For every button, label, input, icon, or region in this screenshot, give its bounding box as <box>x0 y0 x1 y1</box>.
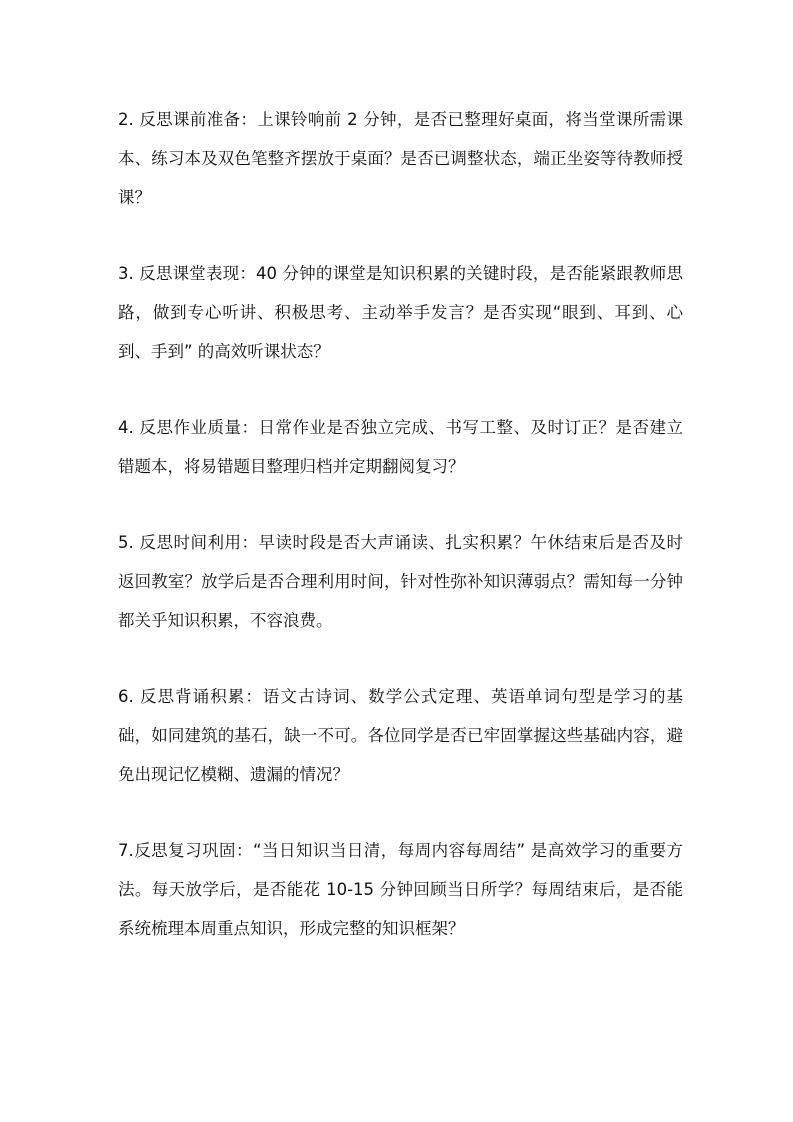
paragraph-7-review-consolidation: 7.反思复习巩固：“当日知识当日清，每周内容每周结” 是高效学习的重要方法。每天放学后，是否能花 10-15 分钟回顾当日所学？每周结束后，是否能系统梳理本周重点知识，形成完整的知识框架？ <box>118 841 683 938</box>
paragraph-2-class-preparation: 2. 反思课前准备：上课铃响前 2 分钟，是否已整理好桌面，将当堂课所需课本、练习本及双色笔整齐摆放于桌面？是否已调整状态，端正坐姿等待教师授课？ <box>118 110 683 207</box>
paragraph-3-classroom-performance: 3. 反思课堂表现：40 分钟的课堂是知识积累的关键时段，是否能紧跟教师思路，做到专心听讲、积极思考、主动举手发言？是否实现“眼到、耳到、心到、手到” 的高效听课状态？ <box>118 264 683 361</box>
paragraph-5-time-usage: 5. 反思时间利用：早读时段是否大声诵读、扎实积累？午休结束后是否及时返回教室？放学后是否合理利用时间，针对性弥补知识薄弱点？需知每一分钟都关乎知识积累，不容浪费。 <box>118 533 683 630</box>
document-body <box>118 100 683 948</box>
paragraph-6-memorization: 6. 反思背诵积累：语文古诗词、数学公式定理、英语单词句型是学习的基础，如同建筑的基石，缺一不可。各位同学是否已牢固掌握这些基础内容，避免出现记忆模糊、遗漏的情况？ <box>118 687 683 784</box>
paragraph-4-homework-quality: 4. 反思作业质量：日常作业是否独立完成、书写工整、及时订正？是否建立错题本，将易错题目整理归档并定期翻阅复习？ <box>118 418 683 476</box>
